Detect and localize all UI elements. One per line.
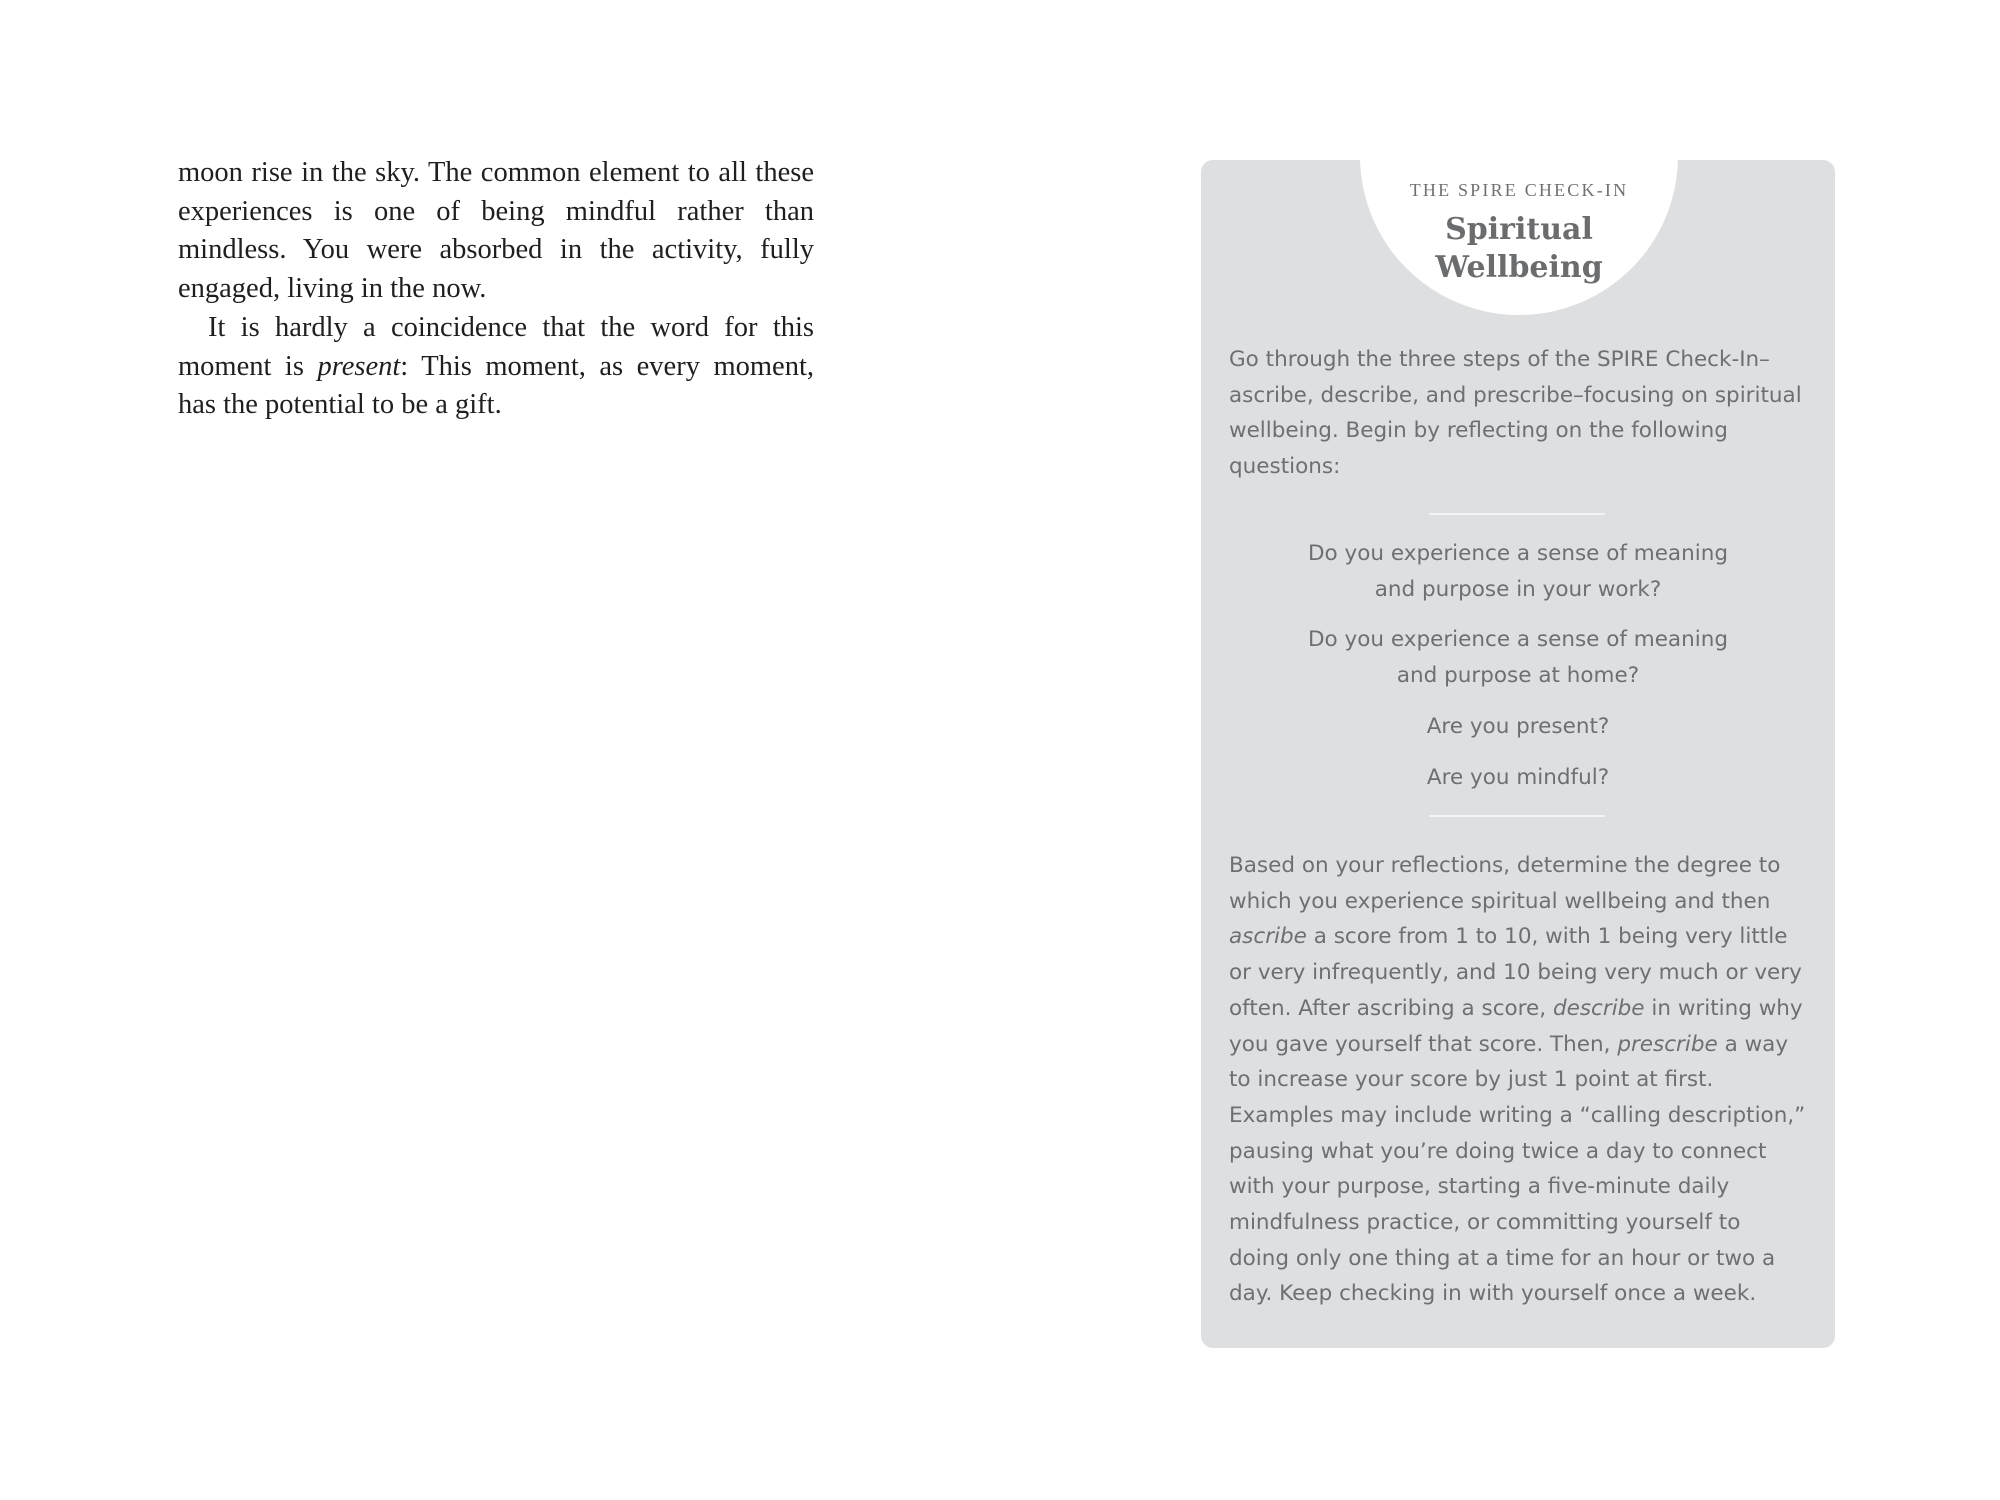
left-page-body [178, 154, 814, 425]
reflection-questions [1229, 536, 1807, 810]
instr-part-3: in writing why you gave yourself that score. Then, [1229, 995, 1803, 1057]
question-item [1229, 536, 1807, 607]
instr-em-describe: describe [1552, 995, 1645, 1021]
question-item [1229, 709, 1807, 745]
question-4: Are you mindful? [1426, 764, 1610, 790]
divider-bottom [1429, 815, 1605, 817]
paragraph-2-end: : This moment, as every moment, has the potential to be a gift. [178, 350, 814, 421]
question-1-line-1: Do you experience a sense of meaning [1308, 541, 1728, 566]
question-2-line-2: and purpose at home? [1396, 663, 1640, 689]
divider-top [1429, 513, 1605, 515]
instr-part-4: a way to increase your score by just 1 point at first. Examples may include writing a “calling description,” pausing what you’re doing twice a day to connect with your purpose, starting a five-minute daily mindfulness practice, or committing yourself to doing only one thing at a time for an hour or two a day. Keep checking in with yourself once a week. [1229, 1031, 1806, 1307]
spire-instructions [1229, 848, 1807, 1312]
question-item [1229, 760, 1807, 796]
spire-title [1360, 211, 1678, 287]
instr-part-1: Based on your reflections, determine the degree to which you experience spiritual wellbeing and then [1229, 853, 1781, 914]
question-1-line-2: and purpose in your work? [1374, 576, 1662, 602]
instr-em-ascribe: ascribe [1229, 924, 1307, 950]
spire-intro [1229, 342, 1807, 485]
paragraph-2 [178, 309, 814, 425]
question-2-line-1: Do you experience a sense of meaning [1308, 627, 1728, 653]
paragraph-1: moon rise in the sky. The common element to all these experiences is one of being mindful rather than mindless. You were absorbed in the activity, fully engaged, living in the now. [178, 157, 814, 305]
spire-instructions-text [1229, 848, 1807, 1312]
paragraph-2-start: It is hardly a coincidence that the word for this moment is [178, 311, 814, 382]
instr-part-2: a score from 1 to 10, with 1 being very little or very infrequently, and 10 being very much or very often. After ascribing a score, [1229, 924, 1802, 1021]
spire-title-line-2: Wellbeing [1435, 250, 1603, 285]
instr-em-prescribe: prescribe [1617, 1031, 1718, 1057]
spire-title-line-1: Spiritual [1445, 212, 1593, 247]
spire-intro-text: Go through the three steps of the SPIRE Check-In–ascribe, describe, and prescribe–focusing on spiritual wellbeing. Begin by reflecting on the following questions: [1229, 347, 1802, 480]
question-3: Are you present? [1426, 713, 1610, 739]
question-item [1229, 622, 1807, 693]
paragraph-2-emphasis: present [317, 350, 401, 382]
spire-kicker: THE SPIRE CHECK-IN [1409, 180, 1629, 200]
